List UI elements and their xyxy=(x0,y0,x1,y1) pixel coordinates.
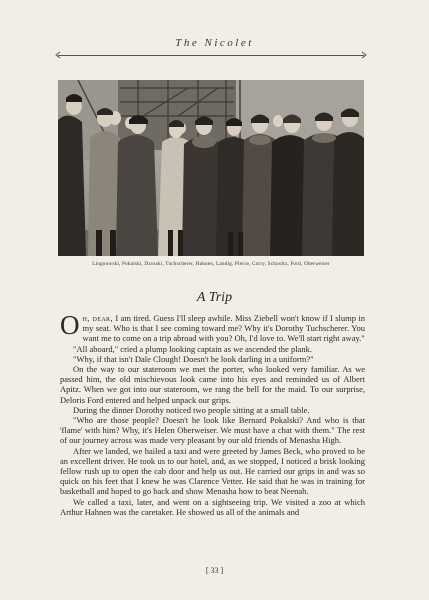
lead-small-caps: h, dear, xyxy=(82,313,113,323)
paragraph-6: "Who are those people? Doesn't he look like Bernard Pokalski? And who is that 'flame' with him? Why, it's Helen Oberweiser. We must have a chat with them." The rest of our journey across was made very pleasant by our old friends of Menasha High. xyxy=(60,415,365,446)
group-photo-image xyxy=(58,80,364,256)
paragraph-4: On the way to our stateroom we met the porter, who looked very familiar. As we passed him, the old mischievous look came into his eyes and reminded us of Albert Apitz. When we got into our stateroom, we rang the bell for the maid. To our surprise, Deloris Ford entered and helped unpack our grips. xyxy=(60,364,365,405)
running-head: The Nicolet xyxy=(175,37,254,49)
group-photo xyxy=(58,80,364,256)
paragraph-5: During the dinner Dorothy noticed two people sitting at a small table. xyxy=(73,404,310,415)
photo-caption: Lingnowski, Pokalski, Dzosski, Tuchscherer, Hahnen, Landig, Pierce, Corry, Schoultz, Ford, Oberweiser xyxy=(92,261,330,267)
paragraph-8: We called a taxi, later, and went on a sightseeing trip. We visited a zoo at which Arthur Hahnen was the caretaker. He showed us all of the animals and xyxy=(60,496,365,517)
drop-cap: O xyxy=(60,310,80,340)
paragraph-2: "All aboard," cried a plump looking captain as we ascended the plank. xyxy=(73,343,312,354)
paragraph-7: After we landed, we hailed a taxi and were greeted by James Beck, who proved to be an excellent driver. He took us to our hotel, and, as we stopped, I noticed a brisk looking fellow rush up to open the cab door and help us out. He carried our grips in and was so quick on his feet that I knew he was Clarence Vetter. He said that he was in training for basketball and hoped to go back and show Menasha how to beat Neenah. xyxy=(60,445,365,497)
page-number: [ 33 ] xyxy=(205,566,224,575)
header-rule xyxy=(58,55,364,56)
article-title: A Trip xyxy=(196,290,233,305)
paragraph-3: "Why, if that isn't Dale Clough! Doesn't he look darling in a uniform?" xyxy=(73,353,314,364)
paragraph-1 xyxy=(60,310,366,344)
paragraph-1-text: I am tired. Guess I'll sleep awhile. Miss Ziebell won't know if I slump in my seat. Who is that I see coming toward me? Why it's Dorothy Tuchscherer. You want me to come on a trip abroad with you? Oh, I'd love to. We'll start right away." xyxy=(82,313,366,344)
article-body xyxy=(60,310,366,517)
rule-ornament-right xyxy=(361,51,367,59)
rule-ornament-left xyxy=(55,51,61,59)
